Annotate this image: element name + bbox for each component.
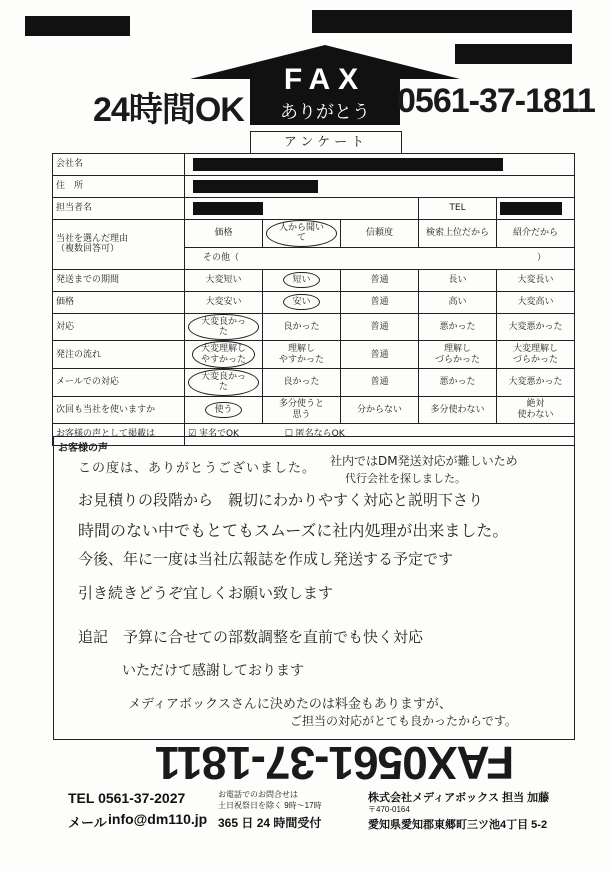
reason-option-trust: 信頼度 xyxy=(341,220,419,248)
rating-option xyxy=(185,341,263,369)
footer-mail-label: メール xyxy=(68,815,107,830)
rating-option xyxy=(497,269,575,291)
redaction-bar xyxy=(193,180,318,193)
voice-line: 引き続きどうぞ宜しくお願い致します xyxy=(78,584,334,602)
rating-option xyxy=(419,291,497,313)
rating-option xyxy=(341,313,419,341)
rating-option xyxy=(341,396,419,423)
voice-line: 時間のない中でもとてもスムーズに社内処理が出来ました。 xyxy=(78,521,509,540)
address-label: 住 所 xyxy=(53,176,185,198)
header-fax-number: 0561-37-1811 xyxy=(397,82,595,120)
option-label: 大変安い xyxy=(205,297,242,308)
rating-row xyxy=(53,313,575,341)
footer-tel: TEL 0561-37-2027 xyxy=(68,790,186,806)
selected-circle: 人から聞いて xyxy=(266,220,337,247)
rating-option xyxy=(497,291,575,313)
rating-option xyxy=(263,369,341,397)
address-row xyxy=(53,176,575,198)
24-hours-ok: 24時間OK xyxy=(93,91,244,129)
rating-row xyxy=(53,341,575,369)
footer-mail[interactable]: info@dm110.jp xyxy=(108,811,208,827)
voice-line: ご担当の対応がとても良かったからです。 xyxy=(290,714,517,728)
redaction-bar xyxy=(25,16,130,36)
option-label: 大変高い xyxy=(517,297,554,308)
option-label: 分からない xyxy=(356,404,402,415)
company-label: 会社名 xyxy=(53,154,185,176)
selected-circle: 大変理解し やすかった xyxy=(192,341,255,368)
reason-question: 当社を選んだ理由 （複数回答可） xyxy=(53,220,185,270)
rating-option xyxy=(263,341,341,369)
survey-title: アンケート xyxy=(250,131,402,154)
reason-option-introduction: 紹介だから xyxy=(497,220,575,248)
real-name-checkbox: ☑ xyxy=(188,429,197,440)
option-label: 絶対 使わない xyxy=(517,399,554,420)
option-label: 多分使わない xyxy=(430,404,485,415)
reason-option-search: 検索上位だから xyxy=(419,220,497,248)
option-label: 大変理解し づらかった xyxy=(512,344,558,365)
option-label: 多分使うと 思う xyxy=(278,399,324,420)
voice-line: 社内ではDM発送対応が難しいため xyxy=(330,454,518,468)
redaction-bar xyxy=(455,44,572,64)
company-row xyxy=(53,154,575,176)
tel-value xyxy=(497,198,575,220)
rating-question: メールでの対応 xyxy=(53,369,185,397)
rating-option xyxy=(497,369,575,397)
footer-postal: 〒470-0164 xyxy=(368,805,410,814)
selected-circle: 短い xyxy=(283,272,319,288)
selected-circle: 大変良かった xyxy=(188,369,259,396)
voice-line: 今後、年に一度は当社広報誌を作成し発送する予定です xyxy=(78,550,454,568)
rating-option xyxy=(185,313,263,341)
reason-other xyxy=(185,247,575,269)
real-name-option: 実名でOK xyxy=(198,429,239,440)
option-label: 良かった xyxy=(283,377,320,388)
option-label: 悪かった xyxy=(439,377,476,388)
contact-label: 担当者名 xyxy=(53,198,185,220)
rating-option xyxy=(419,396,497,423)
fax-title: FAX xyxy=(283,63,367,96)
rating-option xyxy=(341,291,419,313)
rating-question: 次回も当社を使いますか xyxy=(53,396,185,423)
voice-line: この度は、ありがとうございました。 xyxy=(78,461,317,476)
option-label: 良かった xyxy=(283,321,320,332)
footer-phone-hours-2: 土日祝祭日を除く 9時～17時 xyxy=(218,801,322,810)
option-label: 大変悪かった xyxy=(508,377,563,388)
option-label: 理解し づらかった xyxy=(434,344,480,365)
rating-row xyxy=(53,269,575,291)
reason-row xyxy=(53,220,575,248)
rating-option xyxy=(341,269,419,291)
rating-row xyxy=(53,396,575,423)
rating-option xyxy=(185,269,263,291)
option-label: 大変悪かった xyxy=(508,321,563,332)
rating-row xyxy=(53,369,575,397)
footer-phone-hours-1: お電話でのお問合せは xyxy=(218,790,298,799)
rating-option xyxy=(419,313,497,341)
redaction-bar xyxy=(500,202,562,215)
anonymous-checkbox: ☐ xyxy=(284,429,293,440)
selected-circle: 使う xyxy=(205,402,241,418)
rating-option xyxy=(341,369,419,397)
option-label: 普通 xyxy=(370,275,389,286)
option-label: 大変長い xyxy=(517,275,554,286)
reason-other-label: その他（ xyxy=(203,253,240,264)
anonymous-option: 匿名ならOK xyxy=(295,429,345,440)
contact-row xyxy=(53,198,575,220)
rating-question: 対応 xyxy=(53,313,185,341)
rating-option xyxy=(263,291,341,313)
address-value xyxy=(185,176,575,198)
reversed-fax-number: FAX0561-37-1811 xyxy=(155,737,515,789)
option-label: 高い xyxy=(448,297,467,308)
option-label: 悪かった xyxy=(439,321,476,332)
selected-circle: 大変良かった xyxy=(188,314,259,341)
customer-voice-label: お客様の声 xyxy=(58,443,108,454)
rating-question: 発送までの期間 xyxy=(53,269,185,291)
option-label: 長い xyxy=(448,275,467,286)
rating-option xyxy=(263,269,341,291)
survey-table xyxy=(52,153,575,446)
footer-fax-hours: 365 日 24 時間受付 xyxy=(218,816,322,830)
option-label: 大変短い xyxy=(205,275,242,286)
reason-option-referral xyxy=(263,220,341,248)
rating-option xyxy=(185,396,263,423)
option-label: 普通 xyxy=(370,349,389,360)
footer-address: 愛知県愛知郡東郷町三ツ池4丁目 5-2 xyxy=(368,819,548,831)
company-value xyxy=(185,154,575,176)
voice-line: メディアボックスさんに決めたのは料金もありますが、 xyxy=(128,697,452,712)
voice-line: いただけて感謝しております xyxy=(122,663,304,679)
voice-line: 代行会社を探しました。 xyxy=(345,472,466,485)
redaction-bar xyxy=(312,10,572,33)
rating-option xyxy=(497,396,575,423)
option-label: 普通 xyxy=(370,321,389,332)
rating-question: 発注の流れ xyxy=(53,341,185,369)
rating-row xyxy=(53,291,575,313)
rating-option xyxy=(263,313,341,341)
rating-option xyxy=(497,313,575,341)
rating-option xyxy=(419,269,497,291)
selected-circle: 安い xyxy=(283,294,319,310)
rating-option xyxy=(185,369,263,397)
voice-line: 追記 予算に合せての部数調整を直前でも快く対応 xyxy=(78,628,424,646)
reason-option-price: 価格 xyxy=(185,220,263,248)
redaction-bar xyxy=(193,158,503,171)
option-label: 普通 xyxy=(370,297,389,308)
option-label: 普通 xyxy=(370,377,389,388)
rating-option xyxy=(419,341,497,369)
reason-other-close: ） xyxy=(536,253,546,264)
tel-label: TEL xyxy=(419,198,497,220)
redaction-bar xyxy=(193,202,263,215)
rating-question: 価格 xyxy=(53,291,185,313)
voice-line: お見積りの段階から 親切にわかりやすく対応と説明下さり xyxy=(78,491,484,509)
thanks-label: ありがとう xyxy=(280,102,370,123)
option-label: 理解し やすかった xyxy=(278,344,324,365)
publish-question: お客様の声として掲載は xyxy=(53,423,185,445)
contact-value xyxy=(185,198,419,220)
rating-option xyxy=(263,396,341,423)
footer-company: 株式会社メディアボックス 担当 加藤 xyxy=(368,792,550,804)
rating-option xyxy=(419,369,497,397)
rating-option xyxy=(497,341,575,369)
rating-option xyxy=(185,291,263,313)
rating-option xyxy=(341,341,419,369)
